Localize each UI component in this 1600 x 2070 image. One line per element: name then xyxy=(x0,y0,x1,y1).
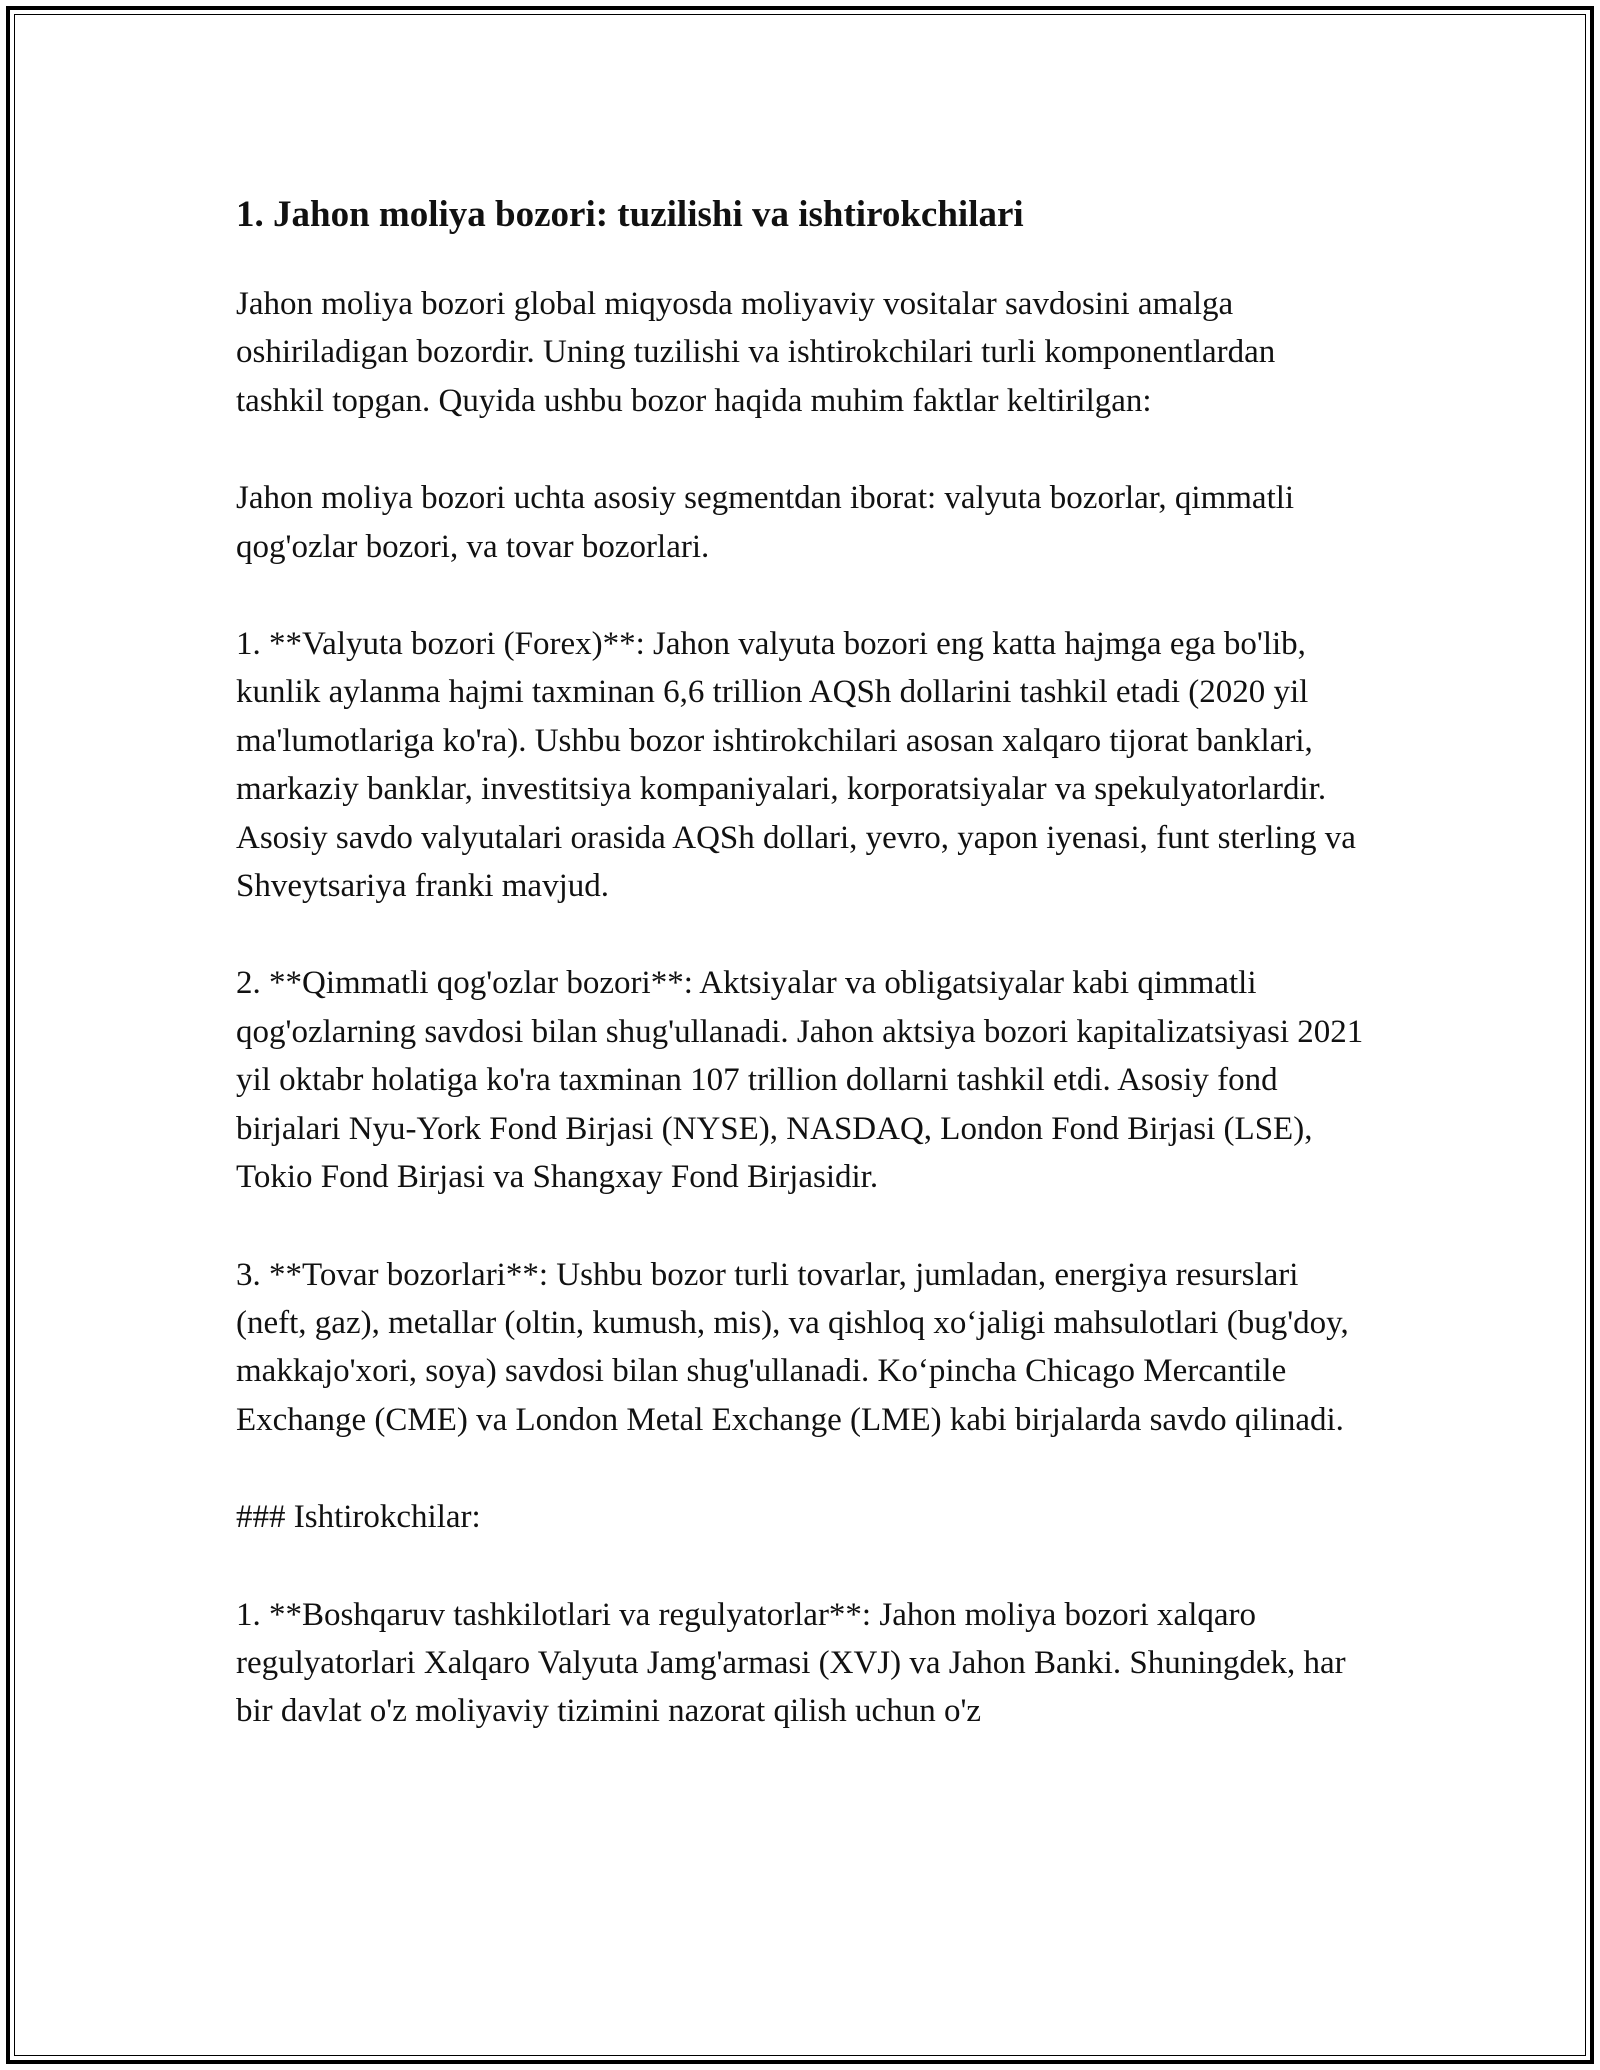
paragraph-commodities: 3. **Tovar bozorlari**: Ushbu bozor turli tovarlar, jumladan, energiya resurslari (neft, gaz), metallar (oltin, kumush, mis), va qishloq xo‘jaligi mahsulotlari (bug'doy, makkajo'xori, soya) savdosi bilan shug'ullanadi. Ko‘pincha Chicago Mercantile Exchange (CME) va London Metal Exchange (LME) kabi birjalarda savdo qilinadi. xyxy=(236,1256,1349,1438)
paragraph-forex: 1. **Valyuta bozori (Forex)**: Jahon valyuta bozori eng katta hajmga ega bo'lib, kunlik aylanma hajmi taxminan 6,6 trillion AQSh dollarini tashkil etadi (2020 yil ma'lumotlariga ko'ra). Ushbu bozor ishtirokchilari asosan xalqaro tijorat banklari, markaziy banklar, investitsiya kompaniyalari, korporatsiyalar va spekulyatorlardir. Asosiy savdo valyutalari orasida AQSh dollari, yevro, yapon iyenasi, funt sterling va Shveytsariya franki mavjud. xyxy=(236,626,1356,905)
document-body xyxy=(236,190,1366,1785)
paragraph-securities: 2. **Qimmatli qog'ozlar bozori**: Aktsiyalar va obligatsiyalar kabi qimmatli qog'ozlarning savdosi bilan shug'ullanadi. Jahon aktsiya bozori kapitalizatsiyasi 2021 yil oktabr holatiga ko'ra taxminan 107 trillion dollarni tashkil etdi. Asosiy fond birjalari Nyu-York Fond Birjasi (NYSE), NASDAQ, London Fond Birjasi (LSE), Tokio Fond Birjasi va Shangxay Fond Birjasidir. xyxy=(236,965,1364,1196)
participants-heading: ### Ishtirokchilar: xyxy=(236,1499,481,1536)
paragraph-intro: Jahon moliya bozori global miqyosda moliyaviy vositalar savdosini amalga oshiriladigan bozordir. Uning tuzilishi va ishtirokchilari turli komponentlardan tashkil topgan. Quyida ushbu bozor haqida muhim faktlar keltirilgan: xyxy=(236,286,1276,419)
paragraph-segments: Jahon moliya bozori uchta asosiy segmentdan iborat: valyuta bozorlar, qimmatli qog'ozlar bozori, va tovar bozorlari. xyxy=(236,480,1295,565)
document-title: 1. Jahon moliya bozori: tuzilishi va ishtirokchilari xyxy=(236,194,1024,235)
paragraph-regulators: 1. **Boshqaruv tashkilotlari va regulyatorlar**: Jahon moliya bozori xalqaro regulyatorlari Xalqaro Valyuta Jamg'armasi (XVJ) va Jahon Banki. Shuningdek, har bir davlat o'z moliyaviy tizimini nazorat qilish uchun o'z xyxy=(236,1596,1346,1730)
